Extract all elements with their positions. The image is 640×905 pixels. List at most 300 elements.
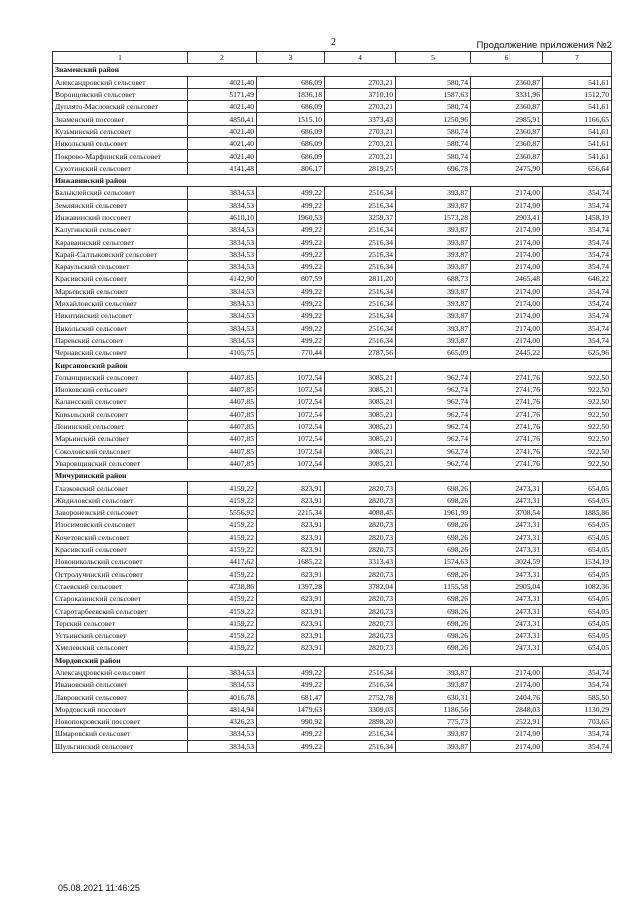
value-cell: 2174,00 xyxy=(471,285,543,297)
value-cell: 393,87 xyxy=(396,187,471,199)
table-row xyxy=(53,297,612,309)
value-cell: 654,05 xyxy=(543,629,612,641)
value-cell: 3834,53 xyxy=(188,740,257,752)
value-cell: 2174,00 xyxy=(471,334,543,346)
value-cell: 2741,76 xyxy=(471,371,543,383)
value-cell: 2516,34 xyxy=(325,261,396,273)
table-row xyxy=(53,88,612,100)
value-cell: 354,74 xyxy=(543,740,612,752)
value-cell: 393,87 xyxy=(396,236,471,248)
municipality-name: Стаевский сельсовет xyxy=(53,580,188,592)
value-cell: 499,22 xyxy=(257,679,325,691)
municipality-name: Жидиловский сельсовет xyxy=(53,494,188,506)
value-cell: 2516,34 xyxy=(325,322,396,334)
table-row xyxy=(53,236,612,248)
value-cell: 698,26 xyxy=(396,593,471,605)
municipality-name: Паревский сельсовет xyxy=(53,334,188,346)
municipality-name: Красивский сельсовет xyxy=(53,273,188,285)
value-cell: 962,74 xyxy=(396,420,471,432)
value-cell: 4159,22 xyxy=(188,568,257,580)
district-header-row xyxy=(53,174,612,186)
value-cell: 4088,45 xyxy=(325,506,396,518)
table-row xyxy=(53,224,612,236)
value-cell: 962,74 xyxy=(396,408,471,420)
value-cell: 4159,22 xyxy=(188,629,257,641)
municipality-name: Кузьминский сельсовет xyxy=(53,125,188,137)
value-cell: 2473,31 xyxy=(471,593,543,605)
value-cell: 4326,23 xyxy=(188,716,257,728)
value-cell: 2174,00 xyxy=(471,187,543,199)
value-cell: 3259,37 xyxy=(325,211,396,223)
value-cell: 354,74 xyxy=(543,248,612,260)
table-row xyxy=(53,347,612,359)
value-cell: 393,87 xyxy=(396,199,471,211)
value-cell: 393,87 xyxy=(396,310,471,322)
value-cell: 2473,31 xyxy=(471,531,543,543)
value-cell: 2903,41 xyxy=(471,211,543,223)
district-name: Знаменский район xyxy=(53,64,612,76)
district-name: Мордовский район xyxy=(53,654,612,666)
value-cell: 3834,53 xyxy=(188,297,257,309)
value-cell: 990,92 xyxy=(257,716,325,728)
value-cell: 3834,53 xyxy=(188,666,257,678)
value-cell: 354,74 xyxy=(543,679,612,691)
value-cell: 4610,10 xyxy=(188,211,257,223)
value-cell: 354,74 xyxy=(543,224,612,236)
value-cell: 354,74 xyxy=(543,728,612,740)
value-cell: 2473,31 xyxy=(471,642,543,654)
value-cell: 4407,85 xyxy=(188,396,257,408)
value-cell: 630,31 xyxy=(396,691,471,703)
data-table xyxy=(52,51,612,753)
value-cell: 4021,40 xyxy=(188,125,257,137)
municipality-name: Покрово-Марфинский сельсовет xyxy=(53,150,188,162)
table-row xyxy=(53,605,612,617)
value-cell: 654,05 xyxy=(543,494,612,506)
value-cell: 2516,34 xyxy=(325,666,396,678)
value-cell: 2898,20 xyxy=(325,716,396,728)
municipality-name: Калаисский сельсовет xyxy=(53,396,188,408)
value-cell: 4738,86 xyxy=(188,580,257,592)
value-cell: 922,50 xyxy=(543,408,612,420)
value-cell: 393,87 xyxy=(396,248,471,260)
value-cell: 2360,87 xyxy=(471,76,543,88)
value-cell: 393,87 xyxy=(396,261,471,273)
value-cell: 393,87 xyxy=(396,224,471,236)
value-cell: 541,61 xyxy=(543,138,612,150)
value-cell: 698,26 xyxy=(396,617,471,629)
table-row xyxy=(53,716,612,728)
value-cell: 2522,91 xyxy=(471,716,543,728)
value-cell: 2360,87 xyxy=(471,125,543,137)
district-header-row xyxy=(53,654,612,666)
value-cell: 654,05 xyxy=(543,531,612,543)
value-cell: 2516,34 xyxy=(325,310,396,322)
value-cell: 3834,53 xyxy=(188,334,257,346)
value-cell: 3834,53 xyxy=(188,236,257,248)
value-cell: 922,50 xyxy=(543,420,612,432)
municipality-name: Старотарбеевский сельсовет xyxy=(53,605,188,617)
value-cell: 703,65 xyxy=(543,716,612,728)
value-cell: 1072,54 xyxy=(257,396,325,408)
value-cell: 4159,22 xyxy=(188,617,257,629)
value-cell: 4407,85 xyxy=(188,445,257,457)
value-cell: 3708,54 xyxy=(471,506,543,518)
value-cell: 580,74 xyxy=(396,150,471,162)
value-cell: 354,74 xyxy=(543,310,612,322)
value-cell: 1885,86 xyxy=(543,506,612,518)
value-cell: 354,74 xyxy=(543,236,612,248)
value-cell: 2516,34 xyxy=(325,236,396,248)
municipality-name: Глазковский сельсовет xyxy=(53,482,188,494)
value-cell: 499,22 xyxy=(257,199,325,211)
value-cell: 2174,00 xyxy=(471,248,543,260)
value-cell: 354,74 xyxy=(543,666,612,678)
value-cell: 2820,73 xyxy=(325,494,396,506)
table-row xyxy=(53,408,612,420)
value-cell: 499,22 xyxy=(257,187,325,199)
value-cell: 499,22 xyxy=(257,740,325,752)
municipality-name: Ивановский сельсовет xyxy=(53,679,188,691)
page-number: 2 xyxy=(331,37,336,48)
district-header-row xyxy=(53,64,612,76)
value-cell: 2475,90 xyxy=(471,162,543,174)
value-cell: 696,78 xyxy=(396,162,471,174)
value-cell: 2473,31 xyxy=(471,482,543,494)
value-cell: 2516,34 xyxy=(325,248,396,260)
value-cell: 1458,19 xyxy=(543,211,612,223)
value-cell: 2741,76 xyxy=(471,396,543,408)
column-number: 2 xyxy=(188,52,257,64)
value-cell: 2516,34 xyxy=(325,334,396,346)
municipality-name: Карай-Салтыковский сельсовет xyxy=(53,248,188,260)
table-row xyxy=(53,728,612,740)
value-cell: 962,74 xyxy=(396,433,471,445)
value-cell: 4021,40 xyxy=(188,150,257,162)
value-cell: 2174,00 xyxy=(471,236,543,248)
municipality-name: Калугинский сельсовет xyxy=(53,224,188,236)
district-name: Мичуринский район xyxy=(53,470,612,482)
value-cell: 541,61 xyxy=(543,150,612,162)
value-cell: 2473,31 xyxy=(471,519,543,531)
municipality-name: Балыклейский сельсовет xyxy=(53,187,188,199)
value-cell: 2473,31 xyxy=(471,494,543,506)
value-cell: 393,87 xyxy=(396,297,471,309)
value-cell: 354,74 xyxy=(543,334,612,346)
value-cell: 2174,00 xyxy=(471,224,543,236)
value-cell: 823,91 xyxy=(257,494,325,506)
value-cell: 2820,73 xyxy=(325,605,396,617)
value-cell: 1397,28 xyxy=(257,580,325,592)
value-cell: 1072,54 xyxy=(257,420,325,432)
table-row xyxy=(53,76,612,88)
value-cell: 499,22 xyxy=(257,334,325,346)
value-cell: 1072,54 xyxy=(257,445,325,457)
value-cell: 3834,53 xyxy=(188,322,257,334)
column-number: 4 xyxy=(325,52,396,64)
value-cell: 962,74 xyxy=(396,457,471,469)
municipality-name: Староказинский сельсовет xyxy=(53,593,188,605)
value-cell: 541,61 xyxy=(543,76,612,88)
value-cell: 2516,34 xyxy=(325,297,396,309)
value-cell: 2174,00 xyxy=(471,740,543,752)
value-cell: 2174,00 xyxy=(471,297,543,309)
table-row xyxy=(53,420,612,432)
value-cell: 3710,10 xyxy=(325,88,396,100)
value-cell: 823,91 xyxy=(257,605,325,617)
value-cell: 3834,53 xyxy=(188,679,257,691)
value-cell: 2820,73 xyxy=(325,519,396,531)
value-cell: 922,50 xyxy=(543,384,612,396)
value-cell: 1534,19 xyxy=(543,556,612,568)
value-cell: 2741,76 xyxy=(471,445,543,457)
value-cell: 2174,00 xyxy=(471,666,543,678)
column-number: 7 xyxy=(543,52,612,64)
table-row xyxy=(53,150,612,162)
value-cell: 654,05 xyxy=(543,482,612,494)
value-cell: 393,87 xyxy=(396,666,471,678)
value-cell: 4105,75 xyxy=(188,347,257,359)
print-timestamp: 05.08.2021 11:46:25 xyxy=(58,883,140,893)
municipality-name: Ленинский сельсовет xyxy=(53,420,188,432)
value-cell: 2174,00 xyxy=(471,261,543,273)
table-row xyxy=(53,445,612,457)
value-cell: 2516,34 xyxy=(325,728,396,740)
value-cell: 2516,34 xyxy=(325,187,396,199)
value-cell: 2741,76 xyxy=(471,408,543,420)
value-cell: 823,91 xyxy=(257,617,325,629)
municipality-name: Инжавинский поссовет xyxy=(53,211,188,223)
table-row xyxy=(53,703,612,715)
value-cell: 354,74 xyxy=(543,187,612,199)
value-cell: 3834,53 xyxy=(188,285,257,297)
value-cell: 625,96 xyxy=(543,347,612,359)
value-cell: 2703,21 xyxy=(325,76,396,88)
value-cell: 962,74 xyxy=(396,371,471,383)
municipality-name: Голынщинский сельсовет xyxy=(53,371,188,383)
value-cell: 922,50 xyxy=(543,457,612,469)
value-cell: 1186,56 xyxy=(396,703,471,715)
value-cell: 4021,40 xyxy=(188,138,257,150)
table-row xyxy=(53,162,612,174)
value-cell: 393,87 xyxy=(396,740,471,752)
value-cell: 1479,63 xyxy=(257,703,325,715)
value-cell: 499,22 xyxy=(257,261,325,273)
table-row xyxy=(53,101,612,113)
municipality-name: Красивский сельсовет xyxy=(53,543,188,555)
value-cell: 2703,21 xyxy=(325,150,396,162)
value-cell: 3085,21 xyxy=(325,384,396,396)
value-cell: 3834,53 xyxy=(188,248,257,260)
table-row xyxy=(53,433,612,445)
value-cell: 2741,76 xyxy=(471,420,543,432)
value-cell: 654,05 xyxy=(543,593,612,605)
municipality-name: Шмаровский сельсовет xyxy=(53,728,188,740)
table-row xyxy=(53,187,612,199)
value-cell: 2516,34 xyxy=(325,679,396,691)
municipality-name: Новоникольский сельсовет xyxy=(53,556,188,568)
municipality-name: Никитинский сельсовет xyxy=(53,310,188,322)
municipality-name: Уваровщинский сельсовет xyxy=(53,457,188,469)
value-cell: 656,64 xyxy=(543,162,612,174)
municipality-name: Лавровский сельсовет xyxy=(53,691,188,703)
municipality-name: Шульгинский сельсовет xyxy=(53,740,188,752)
value-cell: 2473,31 xyxy=(471,629,543,641)
table-row xyxy=(53,543,612,555)
table-row xyxy=(53,199,612,211)
value-cell: 654,05 xyxy=(543,617,612,629)
value-cell: 580,74 xyxy=(396,76,471,88)
value-cell: 2820,73 xyxy=(325,568,396,580)
value-cell: 698,26 xyxy=(396,642,471,654)
value-cell: 3309,03 xyxy=(325,703,396,715)
table-row xyxy=(53,322,612,334)
value-cell: 5556,92 xyxy=(188,506,257,518)
value-cell: 1072,54 xyxy=(257,457,325,469)
value-cell: 1250,96 xyxy=(396,113,471,125)
district-header-row xyxy=(53,470,612,482)
value-cell: 4407,85 xyxy=(188,384,257,396)
value-cell: 3834,53 xyxy=(188,310,257,322)
value-cell: 541,61 xyxy=(543,101,612,113)
municipality-name: Новопокровский поссовет xyxy=(53,716,188,728)
value-cell: 4159,22 xyxy=(188,531,257,543)
value-cell: 2787,56 xyxy=(325,347,396,359)
table-row xyxy=(53,457,612,469)
value-cell: 770,44 xyxy=(257,347,325,359)
value-cell: 4159,22 xyxy=(188,519,257,531)
value-cell: 1587,63 xyxy=(396,88,471,100)
value-cell: 1836,18 xyxy=(257,88,325,100)
table-row xyxy=(53,384,612,396)
value-cell: 823,91 xyxy=(257,531,325,543)
table-row xyxy=(53,396,612,408)
value-cell: 2820,73 xyxy=(325,617,396,629)
value-cell: 962,74 xyxy=(396,384,471,396)
value-cell: 2473,31 xyxy=(471,605,543,617)
value-cell: 580,74 xyxy=(396,138,471,150)
value-cell: 2473,31 xyxy=(471,617,543,629)
value-cell: 665,09 xyxy=(396,347,471,359)
table-body xyxy=(53,52,612,753)
value-cell: 2741,76 xyxy=(471,433,543,445)
municipality-name: Изосимовский сельсовет xyxy=(53,519,188,531)
value-cell: 922,50 xyxy=(543,396,612,408)
value-cell: 2848,03 xyxy=(471,703,543,715)
value-cell: 3085,21 xyxy=(325,445,396,457)
value-cell: 775,73 xyxy=(396,716,471,728)
value-cell: 698,26 xyxy=(396,482,471,494)
value-cell: 698,26 xyxy=(396,531,471,543)
value-cell: 646,22 xyxy=(543,273,612,285)
value-cell: 1685,22 xyxy=(257,556,325,568)
value-cell: 393,87 xyxy=(396,728,471,740)
value-cell: 499,22 xyxy=(257,297,325,309)
value-cell: 2703,21 xyxy=(325,101,396,113)
value-cell: 499,22 xyxy=(257,224,325,236)
value-cell: 499,22 xyxy=(257,310,325,322)
value-cell: 4407,85 xyxy=(188,408,257,420)
value-cell: 1155,58 xyxy=(396,580,471,592)
value-cell: 3085,21 xyxy=(325,371,396,383)
value-cell: 1072,54 xyxy=(257,371,325,383)
value-cell: 393,87 xyxy=(396,285,471,297)
table-row xyxy=(53,691,612,703)
value-cell: 654,05 xyxy=(543,519,612,531)
value-cell: 823,91 xyxy=(257,482,325,494)
value-cell: 1082,36 xyxy=(543,580,612,592)
value-cell: 686,09 xyxy=(257,125,325,137)
table-row xyxy=(53,556,612,568)
value-cell: 4407,85 xyxy=(188,420,257,432)
value-cell: 823,91 xyxy=(257,519,325,531)
value-cell: 2752,78 xyxy=(325,691,396,703)
value-cell: 2473,31 xyxy=(471,543,543,555)
value-cell: 2820,73 xyxy=(325,543,396,555)
value-cell: 2905,04 xyxy=(471,580,543,592)
municipality-name: Чернавский сельсовет xyxy=(53,347,188,359)
district-header-row xyxy=(53,359,612,371)
table-row xyxy=(53,506,612,518)
column-number: 3 xyxy=(257,52,325,64)
value-cell: 686,09 xyxy=(257,138,325,150)
value-cell: 698,26 xyxy=(396,629,471,641)
municipality-name: Караваинский сельсовет xyxy=(53,236,188,248)
value-cell: 1961,99 xyxy=(396,506,471,518)
column-number-row xyxy=(53,52,612,64)
value-cell: 5171,49 xyxy=(188,88,257,100)
value-cell: 3085,21 xyxy=(325,420,396,432)
value-cell: 3085,21 xyxy=(325,457,396,469)
municipality-name: Марьинский сельсовет xyxy=(53,433,188,445)
municipality-name: Хмелевский сельсовет xyxy=(53,642,188,654)
table-row xyxy=(53,531,612,543)
value-cell: 2215,34 xyxy=(257,506,325,518)
value-cell: 4142,90 xyxy=(188,273,257,285)
table-row xyxy=(53,371,612,383)
value-cell: 354,74 xyxy=(543,322,612,334)
district-name: Инжавинский район xyxy=(53,174,612,186)
continuation-label: Продолжение приложения №2 xyxy=(476,40,612,51)
municipality-name: Землянский сельсовет xyxy=(53,199,188,211)
value-cell: 1512,70 xyxy=(543,88,612,100)
value-cell: 4417,62 xyxy=(188,556,257,568)
value-cell: 962,74 xyxy=(396,396,471,408)
value-cell: 499,22 xyxy=(257,236,325,248)
value-cell: 654,05 xyxy=(543,543,612,555)
value-cell: 698,26 xyxy=(396,494,471,506)
value-cell: 3834,53 xyxy=(188,224,257,236)
table-row xyxy=(53,642,612,654)
value-cell: 2819,25 xyxy=(325,162,396,174)
table-row xyxy=(53,519,612,531)
value-cell: 4407,85 xyxy=(188,457,257,469)
value-cell: 2741,76 xyxy=(471,384,543,396)
value-cell: 2174,00 xyxy=(471,199,543,211)
value-cell: 823,91 xyxy=(257,543,325,555)
value-cell: 1130,29 xyxy=(543,703,612,715)
value-cell: 2741,76 xyxy=(471,457,543,469)
value-cell: 3782,04 xyxy=(325,580,396,592)
value-cell: 393,87 xyxy=(396,322,471,334)
value-cell: 354,74 xyxy=(543,297,612,309)
value-cell: 2820,73 xyxy=(325,482,396,494)
municipality-name: Кочетовский сельсовет xyxy=(53,531,188,543)
value-cell: 4814,94 xyxy=(188,703,257,715)
value-cell: 4407,85 xyxy=(188,433,257,445)
value-cell: 4159,22 xyxy=(188,494,257,506)
value-cell: 922,50 xyxy=(543,371,612,383)
